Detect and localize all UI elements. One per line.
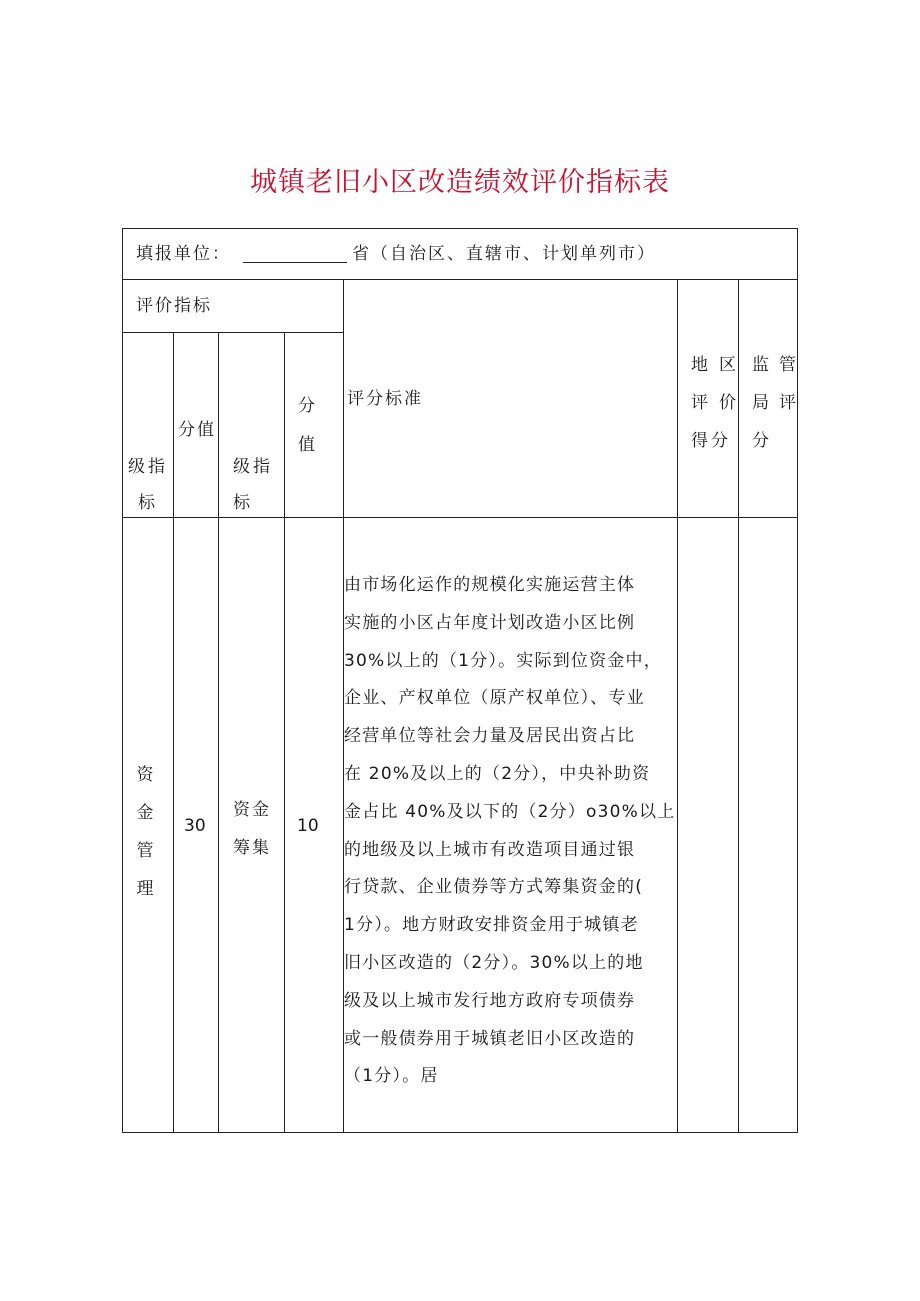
criteria-line: 行贷款、企业债券等方式筹集资金的( (344, 877, 644, 898)
filler-unit-suffix: 省（自治区、直辖市、计划单列市） (352, 244, 656, 264)
level2-indicator-cell: 资金 (233, 800, 271, 820)
criteria-line: 经营单位等社会力量及居民出资占比 (344, 726, 636, 747)
criteria-line: 由市场化运作的规模化实施运营主体 (344, 575, 636, 595)
eval-indicator-header: 评价指标 (136, 296, 212, 316)
level2-indicator-header: 级指 (233, 457, 273, 477)
criteria-line: 旧小区改造的（2分）。30%以上的地 (344, 952, 644, 973)
regulator-score-cell[interactable] (739, 518, 797, 1133)
criteria-line: 在 20%及以上的（2分），中央补助资 (344, 763, 651, 784)
region-score-header: 价 (719, 393, 738, 413)
region-score-header: 地 (691, 355, 710, 375)
filler-unit-field[interactable] (243, 262, 347, 263)
filler-unit-label: 填报单位： (136, 244, 231, 264)
region-score-header: 区 (719, 355, 738, 375)
indicator-char: 理 (136, 879, 154, 899)
score1-header: 分值 (178, 420, 216, 440)
score2-header-2: 值 (298, 435, 317, 455)
criteria-line: 企业、产权单位（原产权单位）、专业 (344, 688, 645, 709)
criteria-line: 级及以上城市发行地方政府专项债券 (344, 990, 636, 1011)
score2-header: 分 (298, 396, 317, 416)
indicator-char: 管 (136, 841, 154, 861)
level1-indicator-header: 级指 (128, 457, 168, 477)
page-title: 城镇老旧小区改造绩效评价指标表 (250, 167, 670, 198)
region-score-header: 分 (711, 431, 730, 451)
table-divider (218, 332, 219, 1133)
criteria-line: 1分）。地方财政安排资金用于城镇老 (344, 915, 639, 936)
table-divider (284, 332, 285, 1133)
score2-cell: 10 (297, 816, 319, 836)
criteria-line: 实施的小区占年度计划改造小区比例 (344, 612, 636, 633)
table-divider (122, 332, 343, 333)
level1-indicator-header-2: 标 (138, 493, 157, 513)
table-divider (122, 279, 798, 280)
regulator-score-header: 评 (779, 393, 798, 413)
criteria-line: 的地级及以上城市有改造项目通过银 (344, 839, 636, 860)
region-score-cell[interactable] (678, 518, 738, 1133)
criteria-line: 或一般债券用于城镇老旧小区改造的 (344, 1028, 636, 1049)
level2-indicator-header-2: 标 (233, 493, 252, 513)
region-score-header: 评 (691, 393, 710, 413)
regulator-score-header: 监 (752, 355, 771, 375)
criteria-cell (344, 567, 676, 1096)
indicator-char: 资 (136, 765, 154, 785)
region-score-header: 得 (691, 431, 710, 451)
indicator-char: 金 (136, 803, 154, 823)
regulator-score-header: 分 (752, 431, 771, 451)
score1-cell: 30 (184, 816, 206, 836)
criteria-line: （1分）。居 (344, 1066, 439, 1087)
level1-indicator-cell (133, 756, 157, 908)
criteria-line: 金占比 40%及以下的（2分）o30%以上 (344, 801, 676, 822)
regulator-score-header: 局 (752, 393, 771, 413)
table-divider (173, 332, 174, 1133)
criteria-header: 评分标准 (347, 389, 423, 409)
criteria-line: 30%以上的（1分）。实际到位资金中， (344, 650, 662, 671)
level2-indicator-cell-2: 筹集 (233, 838, 271, 858)
regulator-score-header: 管 (779, 355, 798, 375)
